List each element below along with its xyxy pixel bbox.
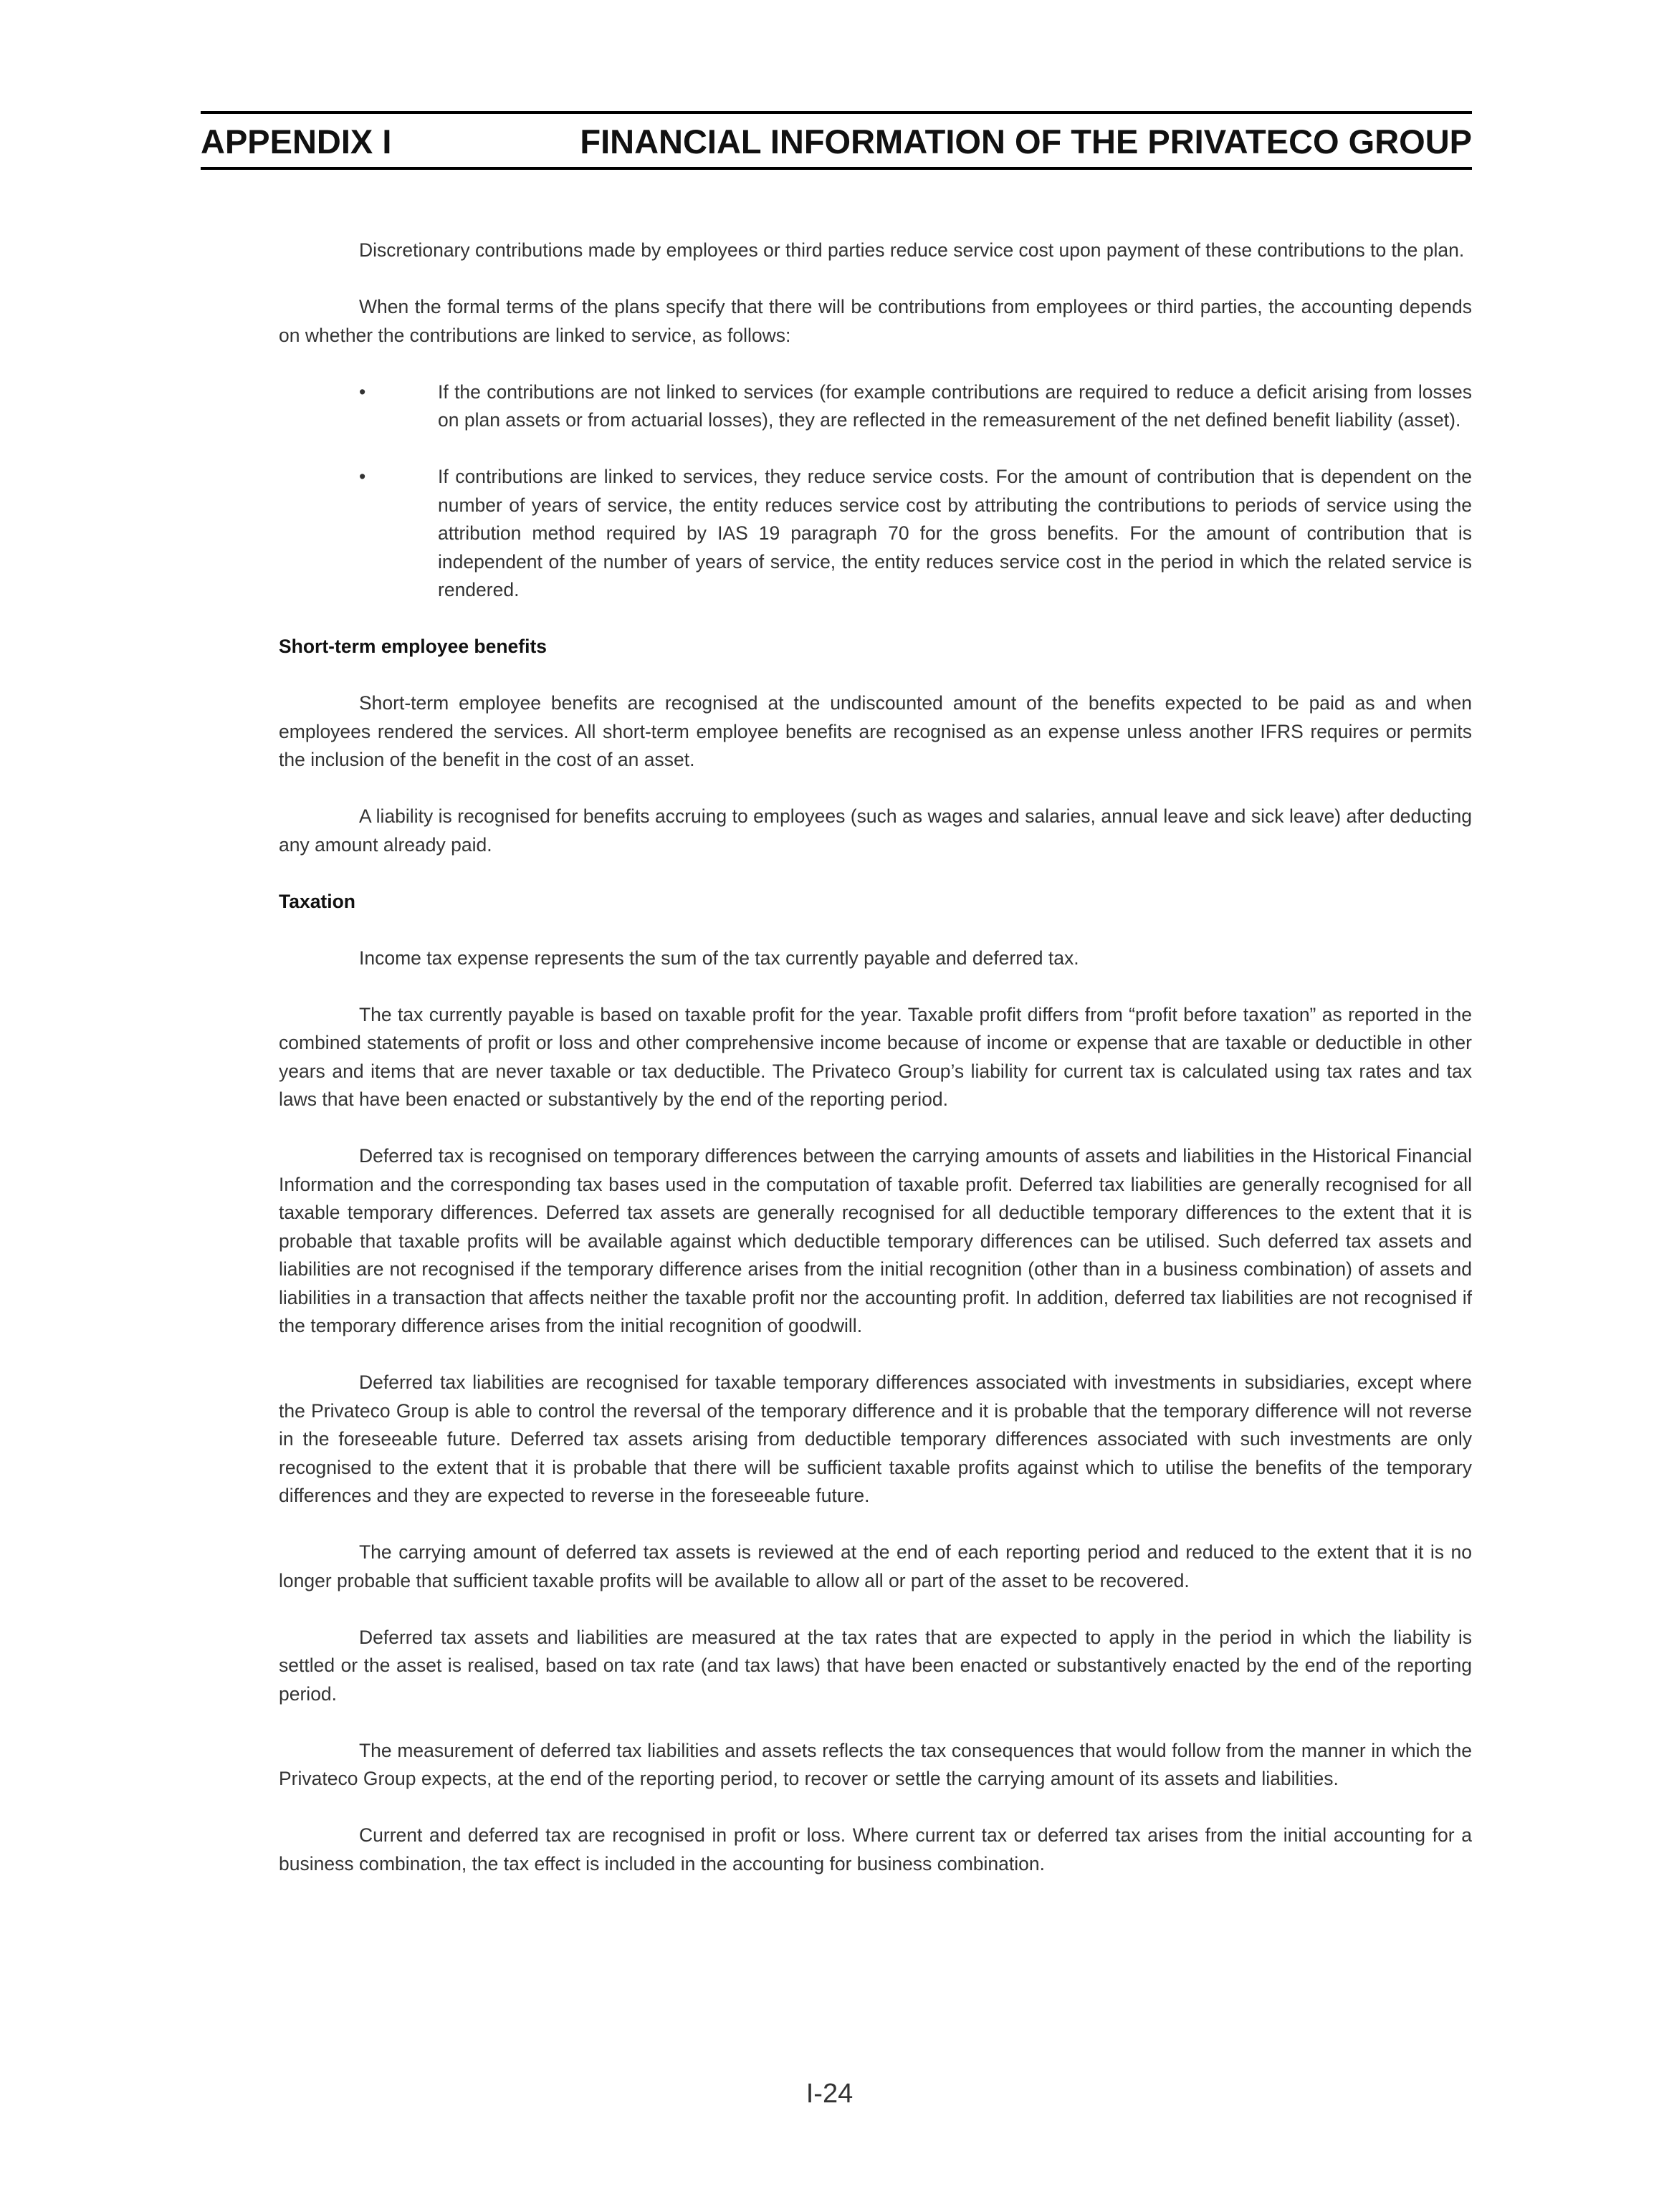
- section-heading-short-term-benefits: Short-term employee benefits: [279, 636, 548, 657]
- paragraph-liability-accruing: A liability is recognised for benefits accruing to employees (such as wages and salaries, annual leave and sick leave) after deducting any amount already paid.: [279, 805, 1472, 856]
- paragraph-formal-terms: When the formal terms of the plans specify that there will be contributions from employees or third parties, the accounting depends on whether the contributions are linked to service, as follows:: [279, 296, 1472, 346]
- appendix-label: APPENDIX I: [201, 123, 392, 161]
- paragraph-discretionary-contributions: Discretionary contributions made by employees or third parties reduce service cost upon payment of these contributions to the plan.: [359, 239, 1465, 261]
- bullet-item-not-linked: [279, 378, 1472, 435]
- section-heading-taxation: Taxation: [279, 890, 355, 912]
- page-header: [201, 111, 1472, 170]
- bullet-text: If contributions are linked to services, they reduce service costs. For the amount of contribution that is dependent on the number of years of service, the entity reduces service cost by attributing the contributions to periods of service using the attribution method required by IAS 19 paragraph 70 for the gross benefits. For the amount of contribution that is independent of the number of years of service, the entity reduces service cost in the period in which the related service is rendered.: [438, 466, 1472, 600]
- document-body: [279, 236, 1472, 1907]
- paragraph-short-term-recognition: Short-term employee benefits are recognised at the undiscounted amount of the benefits expected to be paid as and when employees rendered the services. All short-term employee benefits are recognised as an expense unless another IFRS requires or permits the inclusion of the benefit in the cost of an asset.: [279, 692, 1472, 770]
- paragraph-deferred-tax-subsidiaries: Deferred tax liabilities are recognised for taxable temporary differences associated with investments in subsidiaries, except where the Privateco Group is able to control the reversal of the temporary difference and it is probable that the temporary difference will not reverse in the foreseeable future. Deferred tax assets arising from deductible temporary differences associated with such investments are only recognised to the extent that it is probable that there will be sufficient taxable profits against which to utilise the benefits of the temporary differences and they are expected to reverse in the foreseeable future.: [279, 1371, 1472, 1506]
- paragraph-income-tax-expense: Income tax expense represents the sum of the tax currently payable and deferred tax.: [359, 947, 1079, 969]
- paragraph-current-deferred-tax: Current and deferred tax are recognised in profit or loss. Where current tax or deferred tax arises from the initial accounting for a business combination, the tax effect is included in the accounting for business combination.: [279, 1824, 1472, 1875]
- bullet-icon: •: [359, 380, 366, 403]
- page-number: I-24: [805, 2079, 854, 2109]
- paragraph-tax-consequences: The measurement of deferred tax liabilities and assets reflects the tax consequences that would follow from the manner in which the Privateco Group expects, at the end of the reporting period, to recover or settle the carrying amount of its assets and liabilities.: [279, 1739, 1472, 1789]
- paragraph-tax-currently-payable: The tax currently payable is based on taxable profit for the year. Taxable profit differs from “profit before taxation” as reported in the combined statements of profit or loss and other comprehensive income because of income or expense that are taxable or deductible in other years and items that are never taxable or tax deductible. The Privateco Group’s liability for current tax is calculated using tax rates and tax laws that have been enacted or substantively by the end of the reporting period.: [279, 1003, 1472, 1110]
- header-title: FINANCIAL INFORMATION OF THE PRIVATECO GROUP: [580, 123, 1472, 161]
- paragraph-deferred-tax-recognition: Deferred tax is recognised on temporary differences between the carrying amounts of assets and liabilities in the Historical Financial Information and the corresponding tax bases used in the computation of taxable profit. Deferred tax liabilities are generally recognised for all taxable temporary differences. Deferred tax assets are generally recognised for all deductible temporary differences to the extent that it is probable that taxable profits will be available against which deductible temporary differences can be utilised. Such deferred tax assets and liabilities are not recognised if the temporary difference arises from the initial recognition (other than in a business combination) of assets and liabilities in a transaction that affects neither the taxable profit nor the accounting profit. In addition, deferred tax liabilities are not recognised if the temporary difference arises from the initial recognition of goodwill.: [279, 1145, 1472, 1336]
- paragraph-carrying-amount-review: The carrying amount of deferred tax assets is reviewed at the end of each reporting period and reduced to the extent that it is no longer probable that sufficient taxable profits will be available to allow all or part of the asset to be recovered.: [279, 1541, 1472, 1591]
- bullet-text: If the contributions are not linked to services (for example contributions are required to reduce a deficit arising from losses on plan assets or from actuarial losses), they are reflected in the remeasurement of the net defined benefit liability (asset).: [438, 380, 1472, 431]
- paragraph-measurement-tax-rates: Deferred tax assets and liabilities are measured at the tax rates that are expected to apply in the period in which the liability is settled or the asset is realised, based on tax rate (and tax laws) that have been enacted or substantively enacted by the end of the reporting period.: [279, 1626, 1472, 1705]
- bullet-icon: •: [359, 466, 366, 487]
- bullet-item-linked: [279, 463, 1472, 605]
